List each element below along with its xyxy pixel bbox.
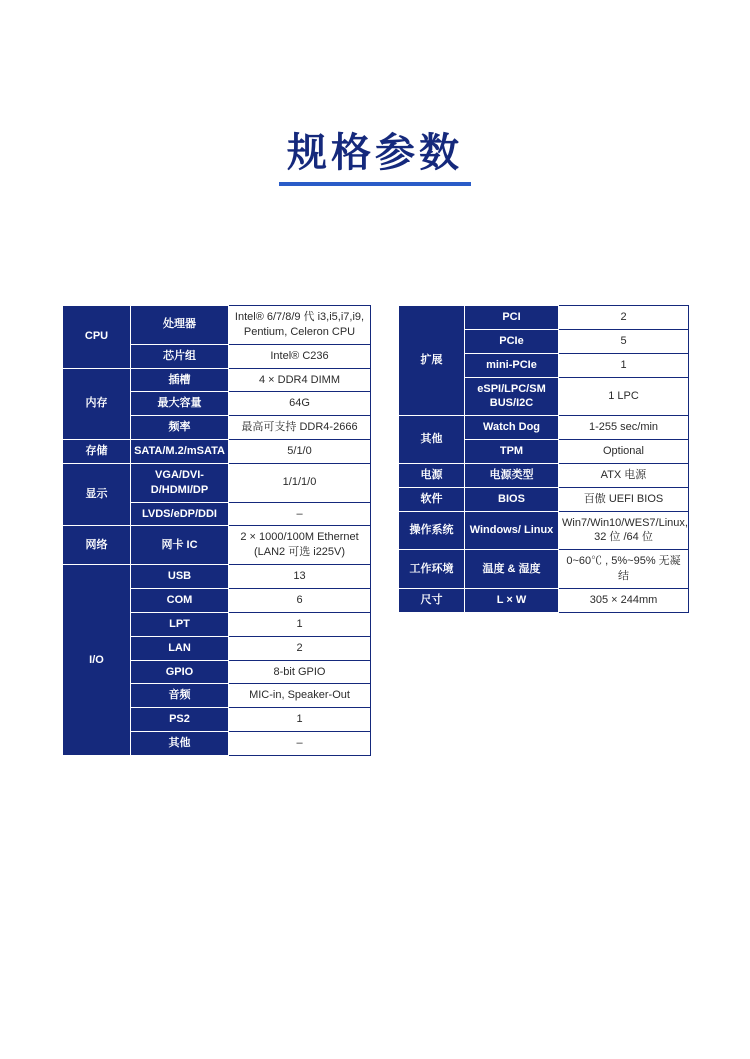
table-row <box>63 526 371 565</box>
table-row <box>399 550 689 589</box>
spec-group-label: 其他 <box>399 416 465 464</box>
spec-group-label: 网络 <box>63 526 131 565</box>
spec-item-label: eSPI/LPC/SM BUS/I2C <box>465 377 559 416</box>
spec-item-label: SATA/M.2/mSATA <box>131 440 229 464</box>
spec-item-value: 8-bit GPIO <box>229 660 371 684</box>
spec-item-label: GPIO <box>131 660 229 684</box>
spec-item-value: Optional <box>559 440 689 464</box>
spec-item-value: Intel® 6/7/8/9 代 i3,i5,i7,i9, Pentium, Celeron CPU <box>229 306 371 345</box>
spec-item-label: 最大容量 <box>131 392 229 416</box>
spec-group-label: 工作环境 <box>399 550 465 589</box>
spec-item-label: VGA/DVI-D/HDMI/DP <box>131 463 229 502</box>
spec-item-label: Watch Dog <box>465 416 559 440</box>
spec-item-value: 1 <box>229 708 371 732</box>
spec-item-value: 1 LPC <box>559 377 689 416</box>
table-row <box>399 487 689 511</box>
spec-item-label: 插槽 <box>131 368 229 392</box>
right-spec-table <box>398 305 689 613</box>
table-row <box>63 306 371 345</box>
spec-group-label: 尺寸 <box>399 588 465 612</box>
spec-group-label: 电源 <box>399 463 465 487</box>
spec-group-label: 内存 <box>63 368 131 440</box>
spec-item-value: 2 × 1000/100M Ethernet (LAN2 可选 i225V) <box>229 526 371 565</box>
spec-item-label: Windows/ Linux <box>465 511 559 550</box>
spec-item-label: TPM <box>465 440 559 464</box>
spec-group-label: 软件 <box>399 487 465 511</box>
spec-item-value: 5/1/0 <box>229 440 371 464</box>
spec-item-label: 音频 <box>131 684 229 708</box>
spec-item-label: LPT <box>131 612 229 636</box>
spec-item-value: 6 <box>229 588 371 612</box>
spec-group-label: 扩展 <box>399 306 465 416</box>
spec-group-label: 存储 <box>63 440 131 464</box>
spec-item-label: PCIe <box>465 329 559 353</box>
spec-item-label: COM <box>131 588 229 612</box>
spec-item-value: 0~60℃ , 5%~95% 无凝结 <box>559 550 689 589</box>
spec-item-label: LVDS/eDP/DDI <box>131 502 229 526</box>
spec-item-value: 13 <box>229 565 371 589</box>
spec-item-label: 网卡 IC <box>131 526 229 565</box>
spec-item-value: 1/1/1/0 <box>229 463 371 502</box>
spec-group-label: 显示 <box>63 463 131 526</box>
spec-item-label: 频率 <box>131 416 229 440</box>
spec-item-value: 2 <box>559 306 689 330</box>
spec-item-value: 最高可支持 DDR4-2666 <box>229 416 371 440</box>
spec-item-value: – <box>229 502 371 526</box>
table-row <box>63 565 371 589</box>
table-row <box>399 306 689 330</box>
right-spec-table-body <box>399 306 689 613</box>
spec-item-value: ATX 电源 <box>559 463 689 487</box>
spec-item-label: PCI <box>465 306 559 330</box>
spec-item-value: MIC-in, Speaker-Out <box>229 684 371 708</box>
spec-group-label: 操作系统 <box>399 511 465 550</box>
spec-item-label: PS2 <box>131 708 229 732</box>
spec-item-value: 64G <box>229 392 371 416</box>
spec-item-value: 1-255 sec/min <box>559 416 689 440</box>
spec-item-label: 其他 <box>131 732 229 756</box>
spec-item-value: 1 <box>559 353 689 377</box>
left-spec-table <box>62 305 371 756</box>
spec-item-value: 1 <box>229 612 371 636</box>
spec-item-label: 处理器 <box>131 306 229 345</box>
table-row <box>63 368 371 392</box>
spec-group-label: I/O <box>63 565 131 756</box>
page-title: 规格参数 <box>279 130 471 186</box>
spec-item-value: 5 <box>559 329 689 353</box>
table-row <box>399 416 689 440</box>
spec-item-value: Win7/Win10/WES7/Linux, 32 位 /64 位 <box>559 511 689 550</box>
table-row <box>399 463 689 487</box>
spec-item-label: LAN <box>131 636 229 660</box>
spec-item-label: BIOS <box>465 487 559 511</box>
table-row <box>399 511 689 550</box>
spec-item-label: mini-PCIe <box>465 353 559 377</box>
spec-item-label: 温度 & 湿度 <box>465 550 559 589</box>
spec-item-label: USB <box>131 565 229 589</box>
spec-item-value: 百傲 UEFI BIOS <box>559 487 689 511</box>
page-title-wrap <box>0 130 750 186</box>
spec-item-value: 2 <box>229 636 371 660</box>
spec-item-label: 电源类型 <box>465 463 559 487</box>
spec-item-value: – <box>229 732 371 756</box>
spec-item-value: 4 × DDR4 DIMM <box>229 368 371 392</box>
spec-group-label: CPU <box>63 306 131 369</box>
left-spec-table-body <box>63 306 371 756</box>
spec-item-value: 305 × 244mm <box>559 588 689 612</box>
spec-item-value: Intel® C236 <box>229 344 371 368</box>
table-row <box>63 440 371 464</box>
spec-item-label: 芯片组 <box>131 344 229 368</box>
table-row <box>399 588 689 612</box>
table-row <box>63 463 371 502</box>
spec-item-label: L × W <box>465 588 559 612</box>
